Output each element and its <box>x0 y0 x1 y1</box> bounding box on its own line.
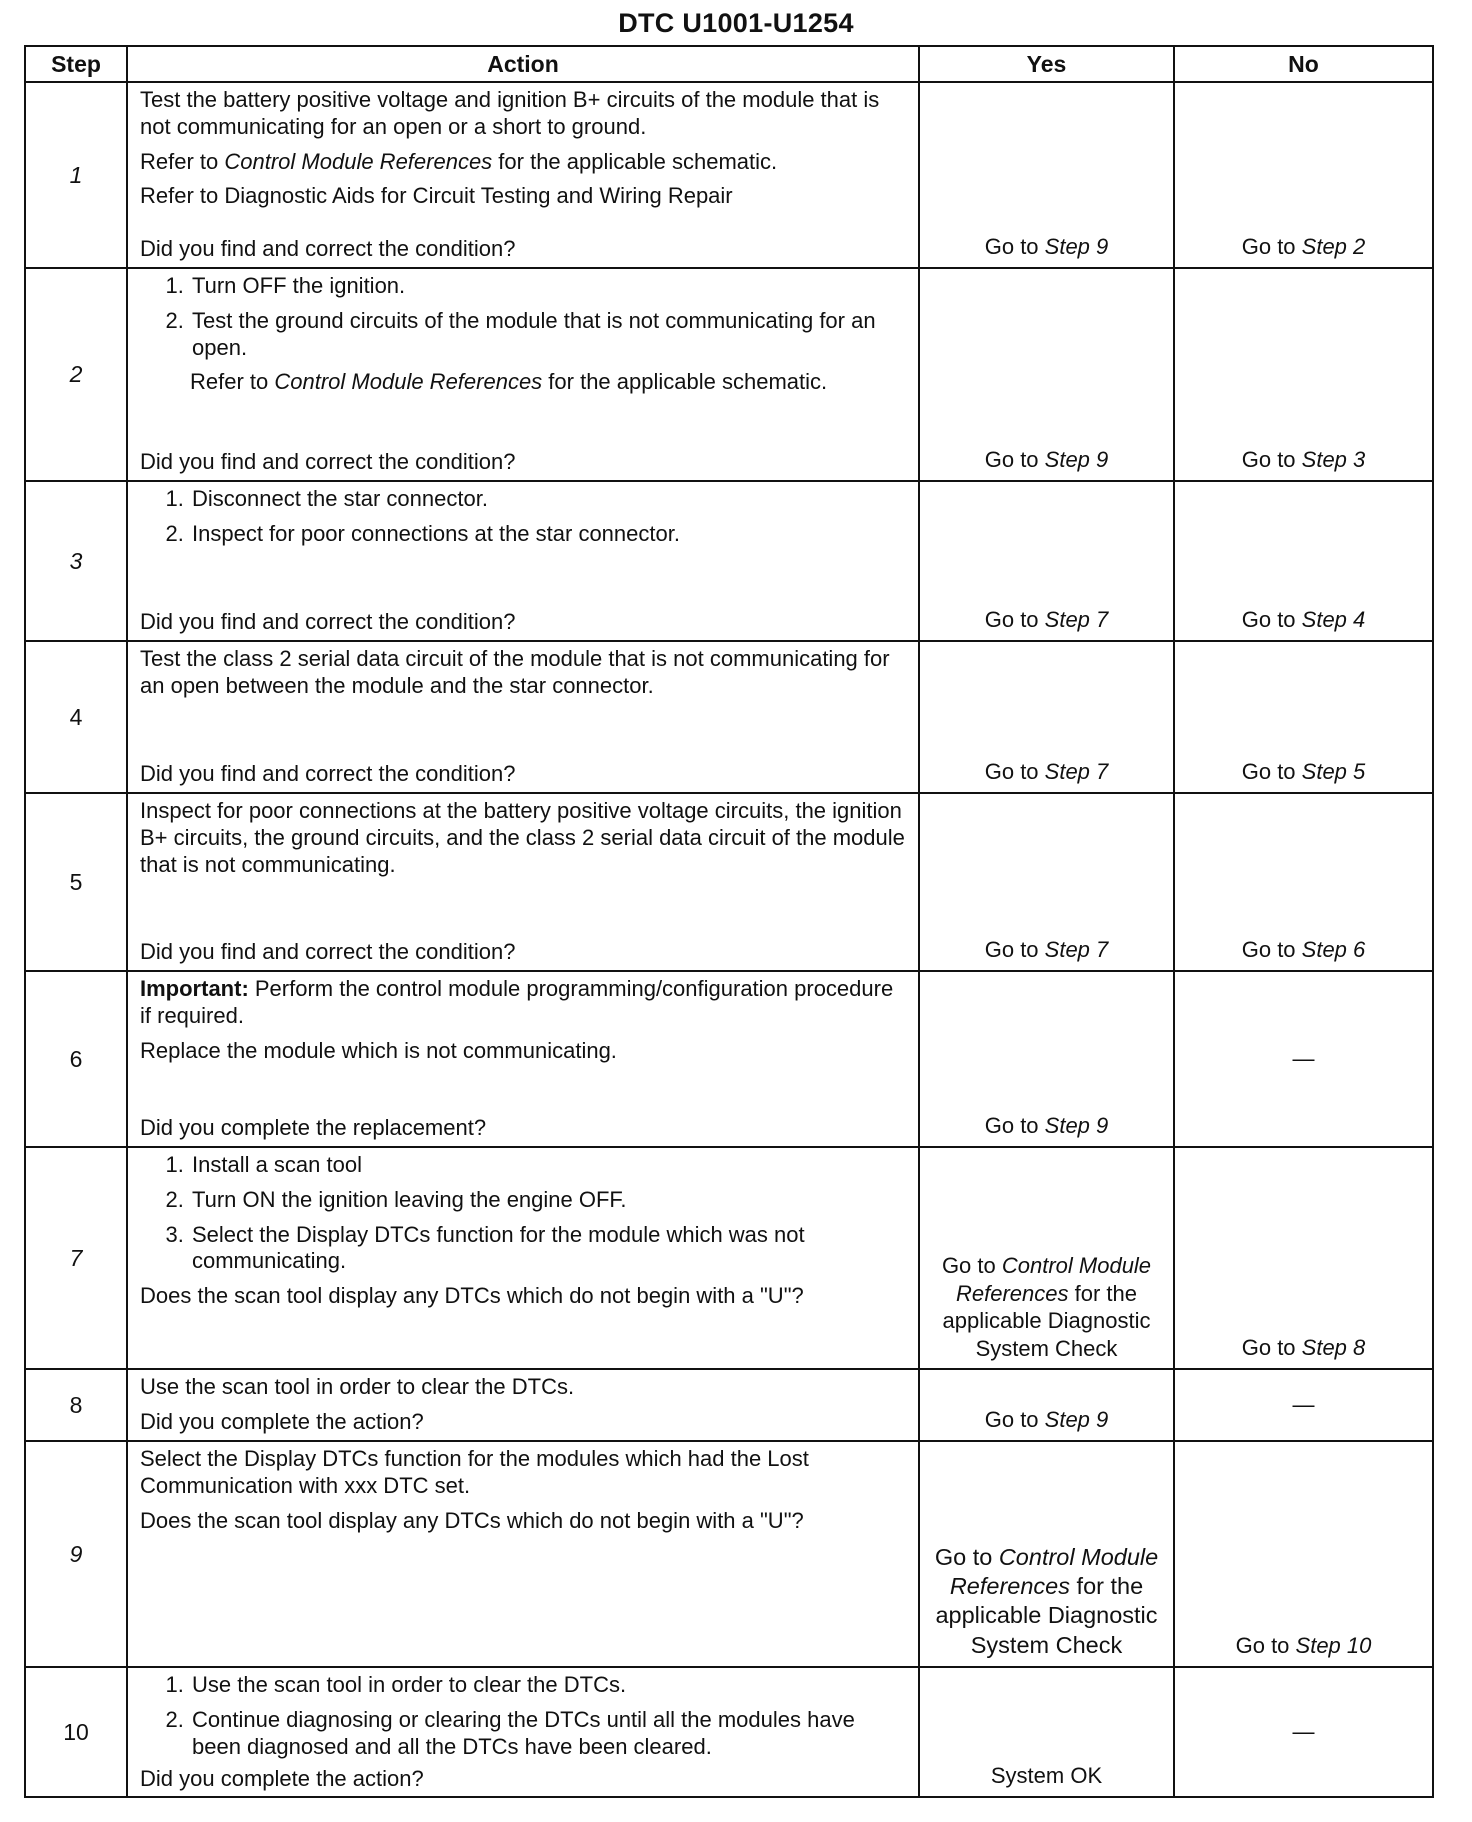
action-question: Did you find and correct the condition? <box>140 939 516 965</box>
table-row <box>25 1667 1433 1797</box>
table-header-row <box>25 46 1433 82</box>
header-yes: Yes <box>919 46 1174 82</box>
action-cell <box>127 268 919 481</box>
action-text: Refer to Control Module References for the applicable schematic. <box>140 148 778 174</box>
action-text: Refer to Control Module References for the applicable schematic. <box>190 369 828 395</box>
action-question: Did you complete the action? <box>140 1766 424 1792</box>
step-number: 10 <box>25 1667 127 1797</box>
action-cell <box>127 793 919 971</box>
action-text: Inspect for poor connections at the battery positive voltage circuits, the ignition B+ circuits, the ground circuits, and the class 2 serial data circuit of the module that is not communicating. <box>140 798 905 877</box>
header-step: Step <box>25 46 127 82</box>
no-cell: Go to Step 5 <box>1174 641 1433 793</box>
action-list-item: 1. Install a scan tool <box>190 1152 908 1179</box>
action-question: Did you complete the replacement? <box>140 1115 487 1141</box>
action-question: Did you find and correct the condition? <box>140 449 516 475</box>
action-list-item: 1. Use the scan tool in order to clear the DTCs. <box>190 1672 908 1699</box>
table-row <box>25 268 1433 481</box>
step-number: 4 <box>25 641 127 793</box>
no-cell: — <box>1174 1369 1433 1441</box>
yes-cell: Go to Step 7 <box>919 793 1174 971</box>
action-list-item: 2. Continue diagnosing or clearing the DTCs until all the modules have been diagnosed and all the DTCs have been cleared. <box>190 1707 908 1761</box>
table-row <box>25 82 1433 268</box>
action-cell <box>127 82 919 268</box>
no-cell: — <box>1174 971 1433 1147</box>
yes-cell: Go to Step 9 <box>919 268 1174 481</box>
action-text: Replace the module which is not communicating. <box>140 1037 617 1063</box>
no-cell: Go to Step 8 <box>1174 1147 1433 1369</box>
action-list-item: 3. Select the Display DTCs function for the module which was not communicating. <box>190 1222 908 1276</box>
no-cell: Go to Step 3 <box>1174 268 1433 481</box>
table-row <box>25 793 1433 971</box>
step-number: 1 <box>25 82 127 268</box>
table-row <box>25 1147 1433 1369</box>
action-text: Test the battery positive voltage and ignition B+ circuits of the module that is not communicating for an open or a short to ground. <box>140 87 880 139</box>
action-question: Does the scan tool display any DTCs which do not begin with a "U"? <box>140 1283 804 1309</box>
action-text: Important: Perform the control module programming/configuration procedure if required. <box>140 976 894 1028</box>
header-no: No <box>1174 46 1433 82</box>
step-number: 9 <box>25 1441 127 1667</box>
no-cell: Go to Step 10 <box>1174 1441 1433 1667</box>
action-question: Does the scan tool display any DTCs which do not begin with a "U"? <box>140 1507 804 1533</box>
action-cell <box>127 481 919 641</box>
diagnostic-table <box>24 45 1434 1798</box>
action-question: Did you find and correct the condition? <box>140 609 516 635</box>
step-number: 7 <box>25 1147 127 1369</box>
action-cell <box>127 1441 919 1667</box>
action-question: Did you complete the action? <box>140 1409 424 1435</box>
step-number: 8 <box>25 1369 127 1441</box>
step-number: 5 <box>25 793 127 971</box>
no-cell: Go to Step 6 <box>1174 793 1433 971</box>
action-text: Test the class 2 serial data circuit of the module that is not communicating for an open between the module and the star connector. <box>140 646 890 698</box>
action-list-item: 2. Turn ON the ignition leaving the engine OFF. <box>190 1187 908 1214</box>
action-question: Did you find and correct the condition? <box>140 236 516 262</box>
action-cell <box>127 971 919 1147</box>
action-cell <box>127 1369 919 1441</box>
yes-cell: Go to Control Module References for the applicable Diagnostic System Check <box>919 1441 1174 1667</box>
table-row <box>25 971 1433 1147</box>
yes-cell: Go to Step 7 <box>919 641 1174 793</box>
action-cell <box>127 641 919 793</box>
yes-cell: Go to Step 7 <box>919 481 1174 641</box>
step-number: 2 <box>25 268 127 481</box>
step-number: 6 <box>25 971 127 1147</box>
no-cell: — <box>1174 1667 1433 1797</box>
action-cell <box>127 1147 919 1369</box>
yes-cell: Go to Step 9 <box>919 82 1174 268</box>
yes-cell: Go to Control Module References for the applicable Diagnostic System Check <box>919 1147 1174 1369</box>
table-row <box>25 641 1433 793</box>
action-question: Did you find and correct the condition? <box>140 761 516 787</box>
action-list-item: 2. Test the ground circuits of the module that is not communicating for an open. <box>190 308 908 362</box>
step-number: 3 <box>25 481 127 641</box>
action-list-item: 1. Turn OFF the ignition. <box>190 273 908 300</box>
yes-cell: Go to Step 9 <box>919 1369 1174 1441</box>
action-text: Select the Display DTCs function for the modules which had the Lost Communication with xxx DTC set. <box>140 1446 809 1498</box>
action-list-item: 2. Inspect for poor connections at the star connector. <box>190 521 908 548</box>
header-action: Action <box>127 46 919 82</box>
action-text: Use the scan tool in order to clear the DTCs. <box>140 1374 575 1399</box>
no-cell: Go to Step 2 <box>1174 82 1433 268</box>
table-row <box>25 1369 1433 1441</box>
action-list-item: 1. Disconnect the star connector. <box>190 486 908 513</box>
table-row <box>25 481 1433 641</box>
no-cell: Go to Step 4 <box>1174 481 1433 641</box>
yes-cell: System OK <box>919 1667 1174 1797</box>
action-text: Refer to Diagnostic Aids for Circuit Testing and Wiring Repair <box>140 183 733 209</box>
table-row <box>25 1441 1433 1667</box>
yes-cell: Go to Step 9 <box>919 971 1174 1147</box>
page-title: DTC U1001-U1254 <box>618 8 854 38</box>
action-cell <box>127 1667 919 1797</box>
